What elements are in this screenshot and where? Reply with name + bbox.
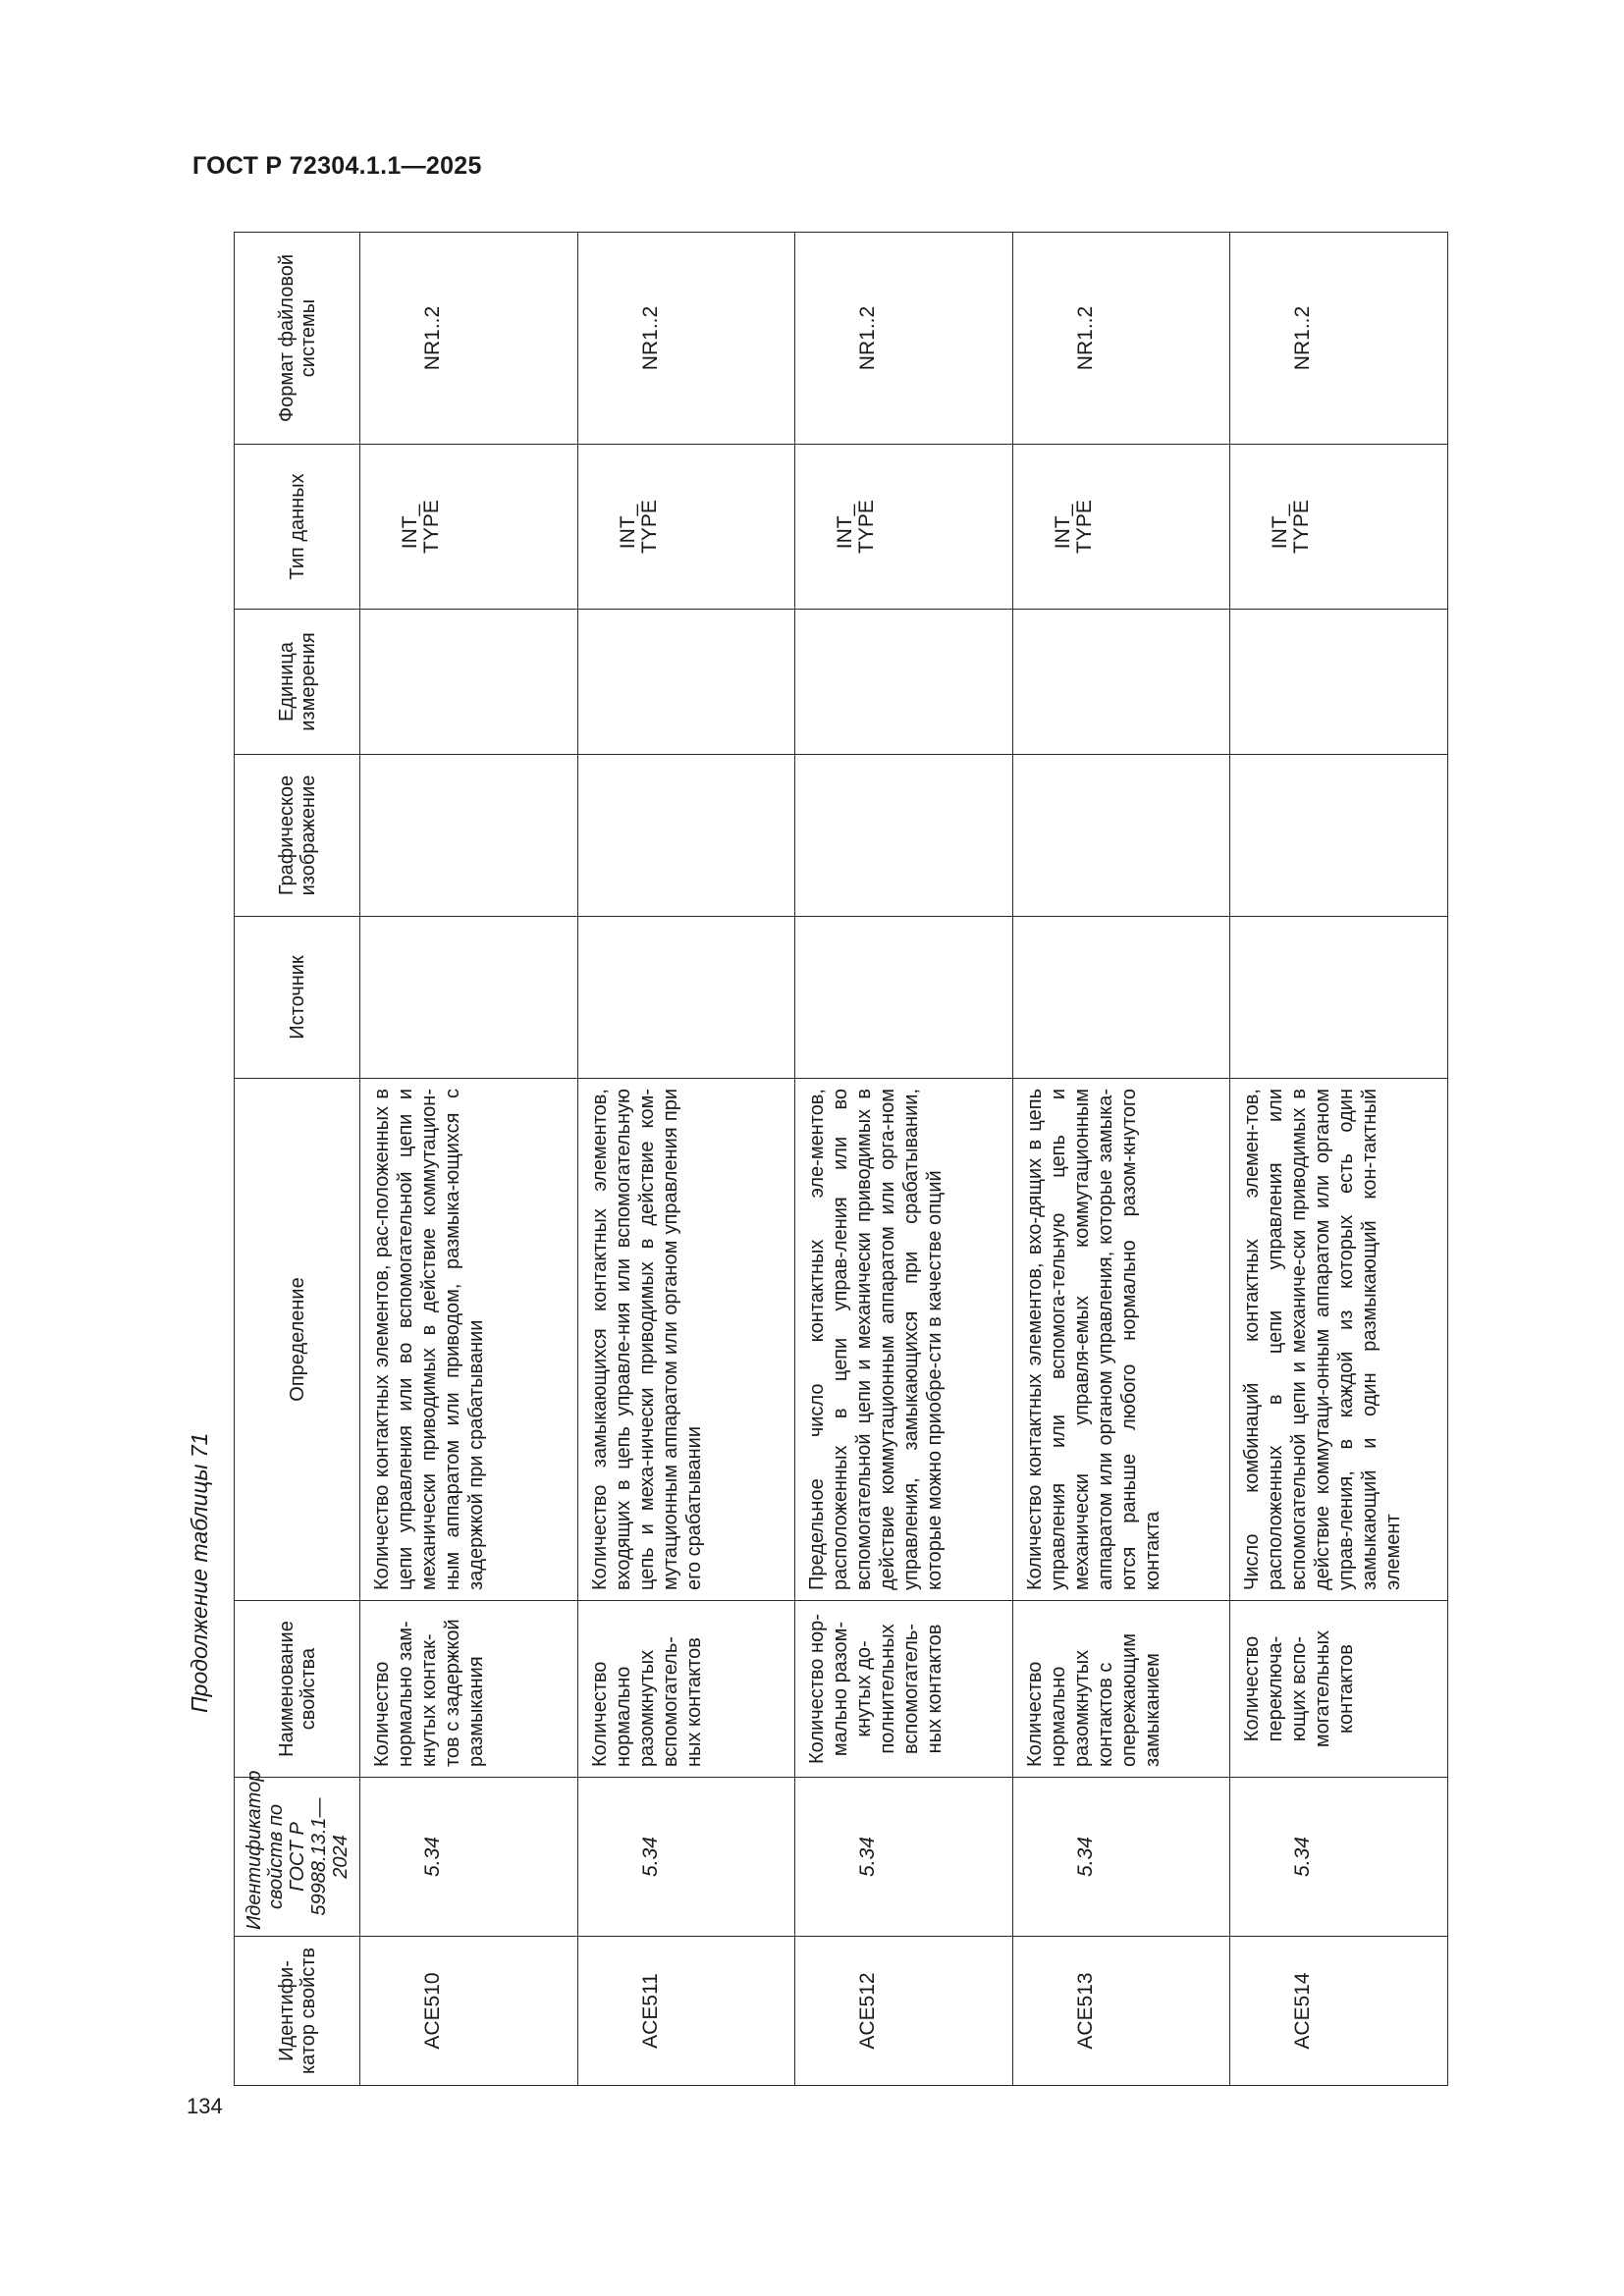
- cell-gost-ref: 5.34: [1073, 1837, 1097, 1877]
- cell-unit: [360, 610, 380, 754]
- table-row: [795, 233, 1013, 2086]
- cell-data-type: INT_ TYPE: [616, 500, 661, 554]
- cell-file-format: NR1..2: [1073, 305, 1097, 371]
- cell-definition: Количество контактных элементов, вхо-дящих в цепь управления или вспомога-тельную цепь и механически управля-емых коммутационным аппаратом или органом управления, которые замыка-ются раньше любого нормально разом-кнутого контакта: [1023, 1089, 1164, 1590]
- cell-definition: Количество контактных элементов, рас-положенных в цепи управления или во вспомогательной цепи и механически приводимых в действие коммутацион-ным аппаратом или приводом, размыка-ющихся с задержкой при срабатывании: [371, 1089, 487, 1590]
- table-row: [1012, 233, 1230, 2086]
- cell-file-format: NR1..2: [1291, 305, 1315, 371]
- cell-property-id: ACE511: [638, 1973, 662, 2049]
- cell-data-type: INT_ TYPE: [1269, 500, 1314, 554]
- col-header-gost-ref: Идентификатор свойств по ГОСТ Р 59988.13.1—2024: [235, 1778, 360, 1937]
- cell-definition: Предельное число контактных эле-ментов, расположенных в цепи управ-ления или во вспомогательной цепи и механически приводимых в действие коммутационным аппаратом или орга-ном управления, замыкающихся при срабатывании, которые можно приобре-сти в качестве опций: [806, 1089, 947, 1590]
- table-row: [360, 233, 578, 2086]
- cell-property-name: Количество переключа-ющих вспо-могательных контактов: [1241, 1629, 1358, 1748]
- properties-table: [234, 232, 1448, 2086]
- cell-gost-ref: 5.34: [421, 1837, 444, 1877]
- col-header-property-id: Идентифи-катор свойств: [235, 1937, 360, 2086]
- cell-graphic: [1230, 755, 1250, 916]
- cell-data-type: INT_ TYPE: [399, 500, 443, 554]
- cell-property-id: ACE510: [421, 1972, 444, 2050]
- cell-definition: Количество замыкающихся контактных элементов, входящих в цепь управле-ния или вспомогательную цепь и меха-нически приводимых в действие ком-мутационным аппаратом или органом управления при его срабатывании: [588, 1089, 705, 1590]
- cell-file-format: NR1..2: [638, 305, 662, 371]
- cell-gost-ref: 5.34: [1291, 1837, 1315, 1877]
- cell-data-type: INT_ TYPE: [834, 500, 879, 554]
- cell-data-type: INT_ TYPE: [1051, 500, 1096, 554]
- col-header-unit: Единица измерения: [235, 610, 360, 755]
- table-row: [577, 233, 795, 2086]
- cell-source: [1230, 917, 1250, 1078]
- table-header-row: [235, 233, 360, 2086]
- cell-gost-ref: 5.34: [856, 1837, 880, 1877]
- col-header-graphic: Графическое изображение: [235, 755, 360, 917]
- col-header-definition: Определение: [235, 1079, 360, 1601]
- table-continuation-caption: Продолжение таблицы 71: [187, 1432, 212, 1713]
- cell-property-id: ACE512: [856, 1972, 880, 2050]
- cell-unit: [1013, 610, 1033, 754]
- table-row: [1230, 233, 1448, 2086]
- col-header-property-name: Наименование свойства: [235, 1601, 360, 1778]
- cell-graphic: [360, 755, 380, 916]
- cell-unit: [1230, 610, 1250, 754]
- page-number: 134: [187, 2094, 223, 2118]
- col-header-file-format: Формат файловой системы: [235, 233, 360, 445]
- col-header-data-type: Тип данных: [235, 445, 360, 610]
- cell-property-name: Количество нормально зам-кнутых контак-тов с задержкой размыкания: [371, 1619, 487, 1767]
- cell-property-name: Количество нормально разомкнутых вспомогатель-ных контактов: [588, 1636, 705, 1767]
- cell-graphic: [1013, 755, 1033, 916]
- cell-file-format: NR1..2: [421, 305, 444, 371]
- document-title: ГОСТ Р 72304.1.1—2025: [192, 152, 482, 180]
- rotated-table-container: [234, 233, 1448, 2086]
- cell-file-format: NR1..2: [856, 305, 880, 371]
- col-header-source: Источник: [235, 917, 360, 1079]
- cell-source: [1013, 917, 1033, 1078]
- cell-property-id: ACE513: [1073, 1972, 1097, 2050]
- cell-unit: [578, 610, 598, 754]
- cell-gost-ref: 5.34: [638, 1837, 662, 1877]
- cell-source: [795, 917, 815, 1078]
- cell-graphic: [795, 755, 815, 916]
- cell-source: [578, 917, 598, 1078]
- cell-property-id: ACE514: [1291, 1972, 1315, 2050]
- cell-graphic: [578, 755, 598, 916]
- cell-source: [360, 917, 380, 1078]
- cell-property-name: Количество нор-мально разом-кнутых до-полнительных вспомогатель-ных контактов: [806, 1614, 947, 1764]
- cell-property-name: Количество нормально разомкнутых контактов с опережающим замыканием: [1023, 1633, 1164, 1767]
- cell-definition: Число комбинаций контактных элемен-тов, расположенных в цепи управления или вспомогательной цепи и механиче-ски приводимых в действие коммутаци-онным аппаратом или органом управ-ления, в каждой из которых есть один замыкающий и один размыкающий кон-тактный элемент: [1241, 1089, 1405, 1590]
- cell-unit: [795, 610, 815, 754]
